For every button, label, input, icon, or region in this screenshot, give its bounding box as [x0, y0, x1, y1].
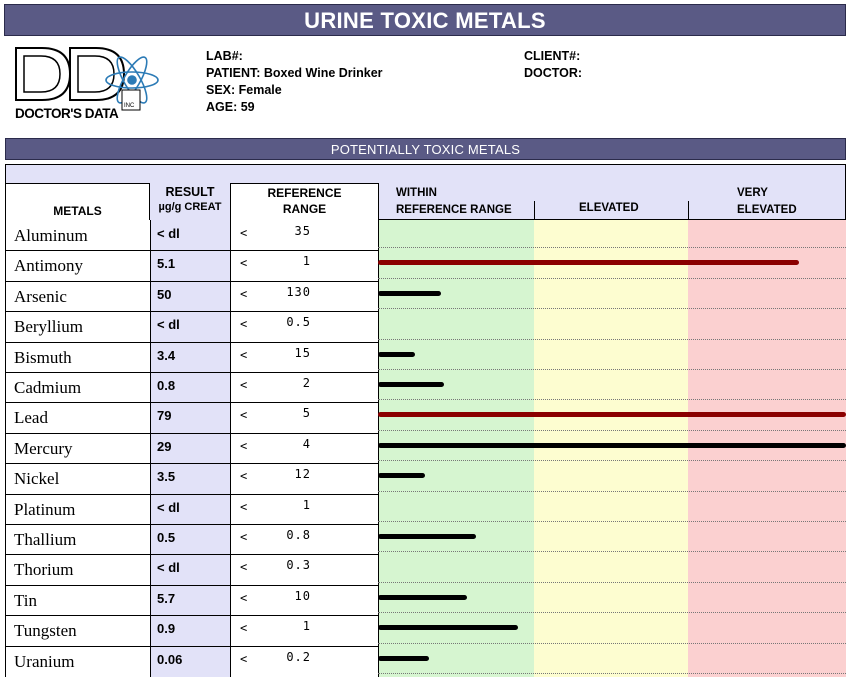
result-bar [378, 534, 476, 539]
metal-name: Thorium [14, 560, 74, 580]
row-dotted-line [378, 612, 846, 613]
reference-prefix: < [240, 499, 248, 514]
header-elevated: ELEVATED [579, 202, 639, 214]
metal-name: Thallium [14, 530, 77, 549]
header-within-label: WITHIN [396, 187, 437, 199]
reference-prefix: < [240, 378, 248, 392]
row-divider [5, 311, 378, 312]
metal-name: Beryllium [14, 317, 83, 337]
table-border-ref [378, 220, 379, 677]
table-border-left [5, 220, 6, 677]
zone-elevated [534, 220, 688, 677]
result-bar [378, 352, 415, 357]
result-value: 3.4 [157, 347, 176, 363]
reference-value: 12 [294, 467, 311, 482]
result-bar [378, 443, 846, 448]
table-border-result [230, 220, 231, 677]
header-reference-sub: RANGE [282, 202, 327, 216]
row-dotted-line [378, 521, 846, 522]
reference-prefix: < [240, 530, 248, 544]
result-bar [378, 260, 799, 265]
svg-text:DOCTOR'S DATA: DOCTOR'S DATA [15, 106, 119, 121]
metal-name: Arsenic [14, 286, 67, 306]
header-very-elevated [737, 185, 797, 219]
metal-name: Uranium [14, 651, 75, 671]
header-metals-label: METALS [53, 204, 102, 218]
reference-value: 2 [302, 376, 311, 390]
row-divider [5, 372, 378, 373]
row-divider [5, 585, 378, 586]
metal-name: Platinum [14, 499, 76, 519]
header-result-label: RESULT [165, 185, 215, 199]
doctor-name: DOCTOR: [524, 66, 583, 80]
result-value: < dl [157, 317, 180, 333]
reference-prefix: < [240, 469, 248, 484]
svg-text:INC: INC [124, 103, 135, 109]
zone-very-elevated [688, 220, 846, 677]
row-dotted-line [378, 673, 846, 674]
reference-value: 0.2 [286, 649, 311, 664]
metal-name: Aluminum [14, 226, 88, 245]
result-value: 0.5 [157, 530, 176, 545]
reference-prefix: < [240, 590, 248, 605]
table-border-metal [150, 220, 151, 677]
reference-value: 1 [302, 619, 311, 634]
header-very-sub: ELEVATED [737, 204, 797, 216]
metal-name: Nickel [14, 469, 60, 489]
reference-prefix: < [240, 621, 248, 636]
reference-prefix: < [240, 256, 248, 271]
reference-prefix: < [240, 347, 248, 362]
row-divider [5, 433, 378, 434]
reference-value: 10 [294, 588, 311, 603]
row-dotted-line [378, 582, 846, 583]
reference-value: 0.3 [286, 558, 311, 573]
reference-value: 0.8 [286, 528, 311, 542]
metal-name: Tin [14, 590, 38, 610]
header-very-label: VERY [737, 187, 768, 199]
reference-prefix: < [240, 438, 248, 453]
reference-value: 0.5 [286, 315, 311, 330]
row-dotted-line [378, 430, 846, 431]
row-dotted-line [378, 399, 846, 400]
result-value: 79 [157, 408, 172, 424]
row-divider [5, 646, 378, 647]
header-reference [230, 183, 379, 221]
result-value: 29 [157, 438, 172, 454]
reference-prefix: < [240, 408, 248, 423]
section-title: POTENTIALLY TOXIC METALS [5, 138, 846, 160]
result-bar [378, 473, 425, 478]
result-value: < dl [157, 499, 180, 515]
row-divider [5, 524, 378, 525]
reference-prefix: < [240, 651, 248, 666]
row-divider [5, 281, 378, 282]
result-bar [378, 625, 518, 630]
result-value: 0.9 [157, 621, 176, 637]
row-divider [5, 402, 378, 403]
row-dotted-line [378, 278, 846, 279]
header-within-sub: REFERENCE RANGE [396, 204, 512, 216]
row-dotted-line [378, 460, 846, 461]
row-dotted-line [378, 308, 846, 309]
result-bar [378, 382, 444, 387]
header-divider-1 [534, 201, 535, 219]
header-within [396, 185, 512, 219]
reference-value: 1 [302, 254, 311, 269]
result-bar [378, 291, 441, 296]
row-divider [5, 342, 378, 343]
row-dotted-line [378, 369, 846, 370]
zone-within [379, 220, 534, 677]
row-dotted-line [378, 643, 846, 644]
row-divider [5, 554, 378, 555]
result-bar [378, 412, 846, 417]
result-bar [378, 656, 429, 661]
reference-value: 130 [286, 284, 311, 299]
reference-value: 15 [294, 345, 311, 360]
patient-sex: SEX: Female [206, 83, 282, 97]
row-dotted-line [378, 247, 846, 248]
header-result-unit: µg/g CREAT [158, 201, 222, 213]
result-value: 5.1 [157, 256, 176, 272]
header-reference-label: REFERENCE [267, 186, 342, 200]
lab-number: LAB#: [206, 49, 243, 63]
row-divider [5, 250, 378, 251]
row-divider [5, 494, 378, 495]
row-dotted-line [378, 491, 846, 492]
reference-value: 4 [302, 436, 311, 451]
reference-prefix: < [240, 286, 248, 301]
result-value: 0.06 [157, 651, 183, 667]
result-value: < dl [157, 560, 180, 576]
metal-name: Bismuth [14, 347, 72, 367]
reference-value: 5 [302, 406, 311, 421]
row-divider [5, 615, 378, 616]
metal-name: Cadmium [14, 378, 82, 397]
reference-prefix: < [240, 317, 248, 332]
reference-value: 35 [294, 224, 311, 238]
report-title: URINE TOXIC METALS [4, 4, 846, 36]
patient-name: PATIENT: Boxed Wine Drinker [206, 66, 383, 80]
header-divider-2 [688, 201, 689, 219]
result-value: 5.7 [157, 590, 176, 606]
reference-value: 1 [302, 497, 311, 512]
row-dotted-line [378, 339, 846, 340]
metal-name: Antimony [14, 256, 83, 276]
metal-name: Lead [14, 408, 48, 428]
doctors-data-logo [12, 44, 162, 124]
metal-name: Mercury [14, 438, 73, 458]
row-divider [5, 463, 378, 464]
result-value: < dl [157, 226, 180, 241]
reference-prefix: < [240, 560, 248, 575]
header-result [150, 183, 230, 221]
metal-name: Tungsten [14, 621, 77, 641]
header-metals [5, 183, 150, 221]
reference-prefix: < [240, 226, 248, 240]
result-value: 3.5 [157, 469, 176, 485]
result-bar [378, 595, 467, 600]
client-number: CLIENT#: [524, 49, 581, 63]
patient-age: AGE: 59 [206, 100, 255, 114]
result-value: 0.8 [157, 378, 176, 393]
result-value: 50 [157, 286, 172, 302]
row-dotted-line [378, 551, 846, 552]
